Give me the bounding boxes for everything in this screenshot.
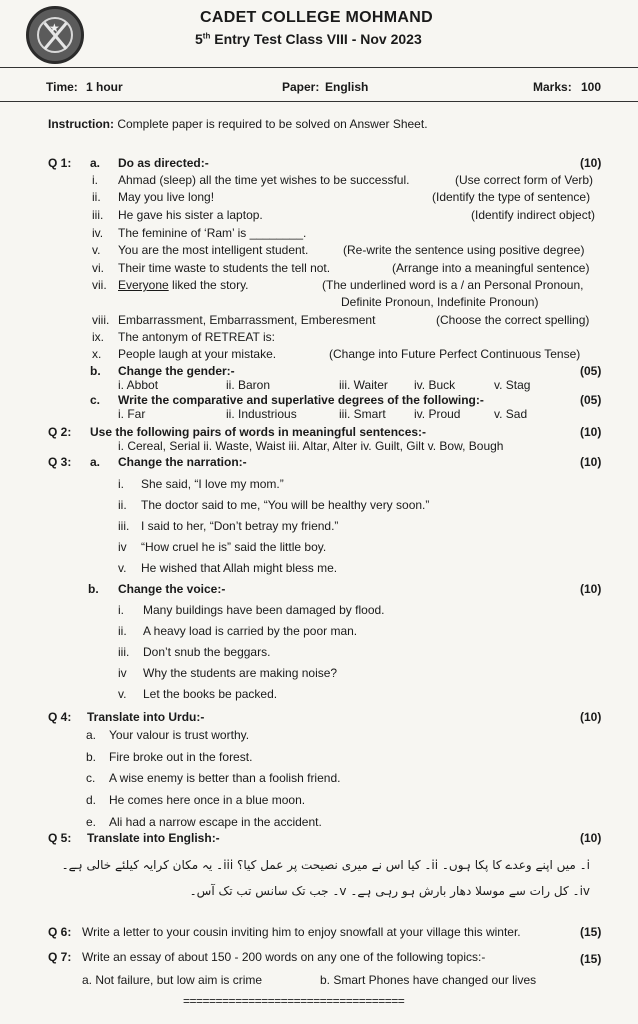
q3a-title: Change the narration:- bbox=[118, 455, 247, 469]
narration-num: iv bbox=[118, 540, 127, 554]
voice-num: ii. bbox=[118, 624, 127, 638]
degree-item: v. Sad bbox=[494, 407, 528, 421]
q2-number: Q 2: bbox=[48, 425, 72, 439]
q1-item-text: Embarrassment, Embarrassment, Emberesment bbox=[118, 313, 376, 327]
urdu-item-letter: b. bbox=[86, 750, 97, 764]
q1a-title: Do as directed:- bbox=[118, 156, 209, 170]
narration-text: The doctor said to me, “You will be healthy very soon.” bbox=[141, 498, 430, 512]
urdu-item-text: Fire broke out in the forest. bbox=[109, 750, 253, 764]
q1-item-text: Ahmad (sleep) all the time yet wishes to be successful. bbox=[118, 173, 410, 187]
q1b-letter: b. bbox=[90, 364, 101, 378]
q1-item-num: x. bbox=[92, 347, 102, 361]
gender-item: iii. Waiter bbox=[339, 378, 388, 392]
q1-item-text: The antonym of RETREAT is: bbox=[118, 330, 275, 344]
q3-number: Q 3: bbox=[48, 455, 72, 469]
q4-number: Q 4: bbox=[48, 710, 72, 724]
marks-value: 100 bbox=[581, 80, 602, 94]
voice-num: i. bbox=[118, 603, 124, 617]
narration-text: She said, “I love my mom.” bbox=[141, 477, 284, 491]
paper-label: Paper: bbox=[282, 80, 320, 94]
header-divider-bottom bbox=[0, 101, 638, 102]
q7-text: Write an essay of about 150 - 200 words on any one of the following topics:- bbox=[82, 950, 486, 964]
q1c-letter: c. bbox=[90, 393, 101, 407]
q3a-letter: a. bbox=[90, 455, 101, 469]
q4-title: Translate into Urdu:- bbox=[87, 710, 205, 724]
q7-number: Q 7: bbox=[48, 950, 72, 964]
urdu-item-text: Your valour is trust worthy. bbox=[109, 728, 250, 742]
narration-text: I said to her, “Don’t betray my friend.” bbox=[141, 519, 339, 533]
urdu-sentences-line1: i۔ میں اپنے وعدے کا پکا ہوں۔ ii۔ کیا اس نے میری نصیحت پر عمل کیا؟ iii۔ یہ مکان کرایہ کیلئے خالی ہے۔ bbox=[61, 858, 590, 872]
instruction: Instruction: Complete paper is required to be solved on Answer Sheet. bbox=[48, 117, 428, 131]
q3b-letter: b. bbox=[88, 582, 99, 596]
degree-item: ii. Industrious bbox=[226, 407, 297, 421]
gender-item: v. Stag bbox=[494, 378, 531, 392]
q7-marks: (15) bbox=[580, 952, 602, 966]
urdu-item-text: Ali had a narrow escape in the accident. bbox=[109, 815, 322, 829]
essay-topic-a: a. Not failure, but low aim is crime bbox=[82, 973, 263, 987]
voice-text: Why the students are making noise? bbox=[143, 666, 338, 680]
q1-item-note: (The underlined word is a / an Personal Pronoun, bbox=[322, 278, 584, 292]
q2-items: i. Cereal, Serial ii. Waste, Waist iii. Altar, Alter iv. Guilt, Gilt v. Bow, Bough bbox=[118, 439, 504, 453]
q5-number: Q 5: bbox=[48, 831, 72, 845]
degree-item: iii. Smart bbox=[339, 407, 386, 421]
q3a-marks: (10) bbox=[580, 455, 602, 469]
footer-rule: ================================== bbox=[183, 994, 405, 1008]
q5-title: Translate into English:- bbox=[87, 831, 220, 845]
q1-item-text: He gave his sister a laptop. bbox=[118, 208, 263, 222]
time-label: Time: bbox=[46, 80, 78, 94]
q1-item-num: ix. bbox=[92, 330, 104, 344]
narration-text: He wished that Allah might bless me. bbox=[141, 561, 338, 575]
q1-item-note: (Use correct form of Verb) bbox=[455, 173, 594, 187]
q1-item-text: Their time waste to students the tell not. bbox=[118, 261, 331, 275]
narration-num: i. bbox=[118, 477, 124, 491]
q5-marks: (10) bbox=[580, 831, 602, 845]
paper-value: English bbox=[325, 80, 369, 94]
q1-item-note: (Re-write the sentence using positive degree) bbox=[343, 243, 585, 257]
q1-item-num: i. bbox=[92, 173, 98, 187]
q1a-marks: (10) bbox=[580, 156, 602, 170]
voice-num: iv bbox=[118, 666, 127, 680]
q6-number: Q 6: bbox=[48, 925, 72, 939]
q2-marks: (10) bbox=[580, 425, 602, 439]
q1-item-note: (Change into Future Perfect Continuous Tense) bbox=[329, 347, 581, 361]
q1-number: Q 1: bbox=[48, 156, 72, 170]
school-name: CADET COLLEGE MOHMAND bbox=[200, 9, 433, 26]
test-title: 5th Entry Test Class VIII - Nov 2023 bbox=[195, 31, 422, 47]
q1a-letter: a. bbox=[90, 156, 101, 170]
voice-text: Don’t snub the beggars. bbox=[143, 645, 271, 659]
college-crest-logo: ★ bbox=[26, 6, 84, 64]
q1-item-text: May you live long! bbox=[118, 190, 215, 204]
q1-item-num: viii. bbox=[92, 313, 110, 327]
q1-item-num: v. bbox=[92, 243, 101, 257]
urdu-item-letter: a. bbox=[86, 728, 97, 742]
voice-text: Many buildings have been damaged by flood. bbox=[143, 603, 385, 617]
voice-text: Let the books be packed. bbox=[143, 687, 278, 701]
gender-item: i. Abbot bbox=[118, 378, 159, 392]
time-value: 1 hour bbox=[86, 80, 123, 94]
q1-item-num: iii. bbox=[92, 208, 104, 222]
q1-item-text: You are the most intelligent student. bbox=[118, 243, 309, 257]
q3b-marks: (10) bbox=[580, 582, 602, 596]
q1-item-num: vi. bbox=[92, 261, 104, 275]
q1b-marks: (05) bbox=[580, 364, 602, 378]
q1-item-text: Everyone liked the story. bbox=[118, 278, 249, 292]
q4-marks: (10) bbox=[580, 710, 602, 724]
header-divider-top bbox=[0, 67, 638, 68]
q1-item-note: (Arrange into a meaningful sentence) bbox=[392, 261, 590, 275]
degree-item: i. Far bbox=[118, 407, 146, 421]
narration-num: v. bbox=[118, 561, 127, 575]
urdu-item-letter: c. bbox=[86, 771, 96, 785]
q1-item-note: (Choose the correct spelling) bbox=[436, 313, 590, 327]
narration-num: iii. bbox=[118, 519, 130, 533]
urdu-item-text: He comes here once in a blue moon. bbox=[109, 793, 306, 807]
essay-topic-b: b. Smart Phones have changed our lives bbox=[320, 973, 537, 987]
q1-item-num: ii. bbox=[92, 190, 101, 204]
q6-text: Write a letter to your cousin inviting him to enjoy snowfall at your village this winter. bbox=[82, 925, 521, 939]
degree-item: iv. Proud bbox=[414, 407, 461, 421]
q1-item-note: (Identify the type of sentence) bbox=[432, 190, 591, 204]
q3b-title: Change the voice:- bbox=[118, 582, 226, 596]
q1c-marks: (05) bbox=[580, 393, 602, 407]
urdu-item-letter: e. bbox=[86, 815, 97, 829]
q1-item-text: The feminine of ‘Ram’ is ________. bbox=[118, 226, 307, 240]
q1-item-num: iv. bbox=[92, 226, 104, 240]
q1b-title: Change the gender:- bbox=[118, 364, 235, 378]
q1c-title: Write the comparative and superlative degrees of the following:- bbox=[118, 393, 484, 407]
urdu-item-letter: d. bbox=[86, 793, 97, 807]
q2-title: Use the following pairs of words in meaningful sentences:- bbox=[90, 425, 427, 439]
q1-item-note-cont: Definite Pronoun, Indefinite Pronoun) bbox=[341, 295, 539, 309]
urdu-item-text: A wise enemy is better than a foolish friend. bbox=[109, 771, 341, 785]
voice-num: v. bbox=[118, 687, 127, 701]
gender-item: iv. Buck bbox=[414, 378, 456, 392]
narration-num: ii. bbox=[118, 498, 127, 512]
marks-label: Marks: bbox=[533, 80, 572, 94]
q6-marks: (15) bbox=[580, 925, 602, 939]
gender-item: ii. Baron bbox=[226, 378, 271, 392]
narration-text: “How cruel he is” said the little boy. bbox=[141, 540, 327, 554]
voice-num: iii. bbox=[118, 645, 130, 659]
voice-text: A heavy load is carried by the poor man. bbox=[143, 624, 358, 638]
q1-item-text: People laugh at your mistake. bbox=[118, 347, 277, 361]
q1-item-num: vii. bbox=[92, 278, 107, 292]
q1-item-note: (Identify indirect object) bbox=[471, 208, 596, 222]
urdu-sentences-line2: iv۔ کل رات سے موسلا دھار بارش ہو رہی ہے۔ v۔ جب تک سانس تب تک آس۔ bbox=[189, 884, 590, 898]
